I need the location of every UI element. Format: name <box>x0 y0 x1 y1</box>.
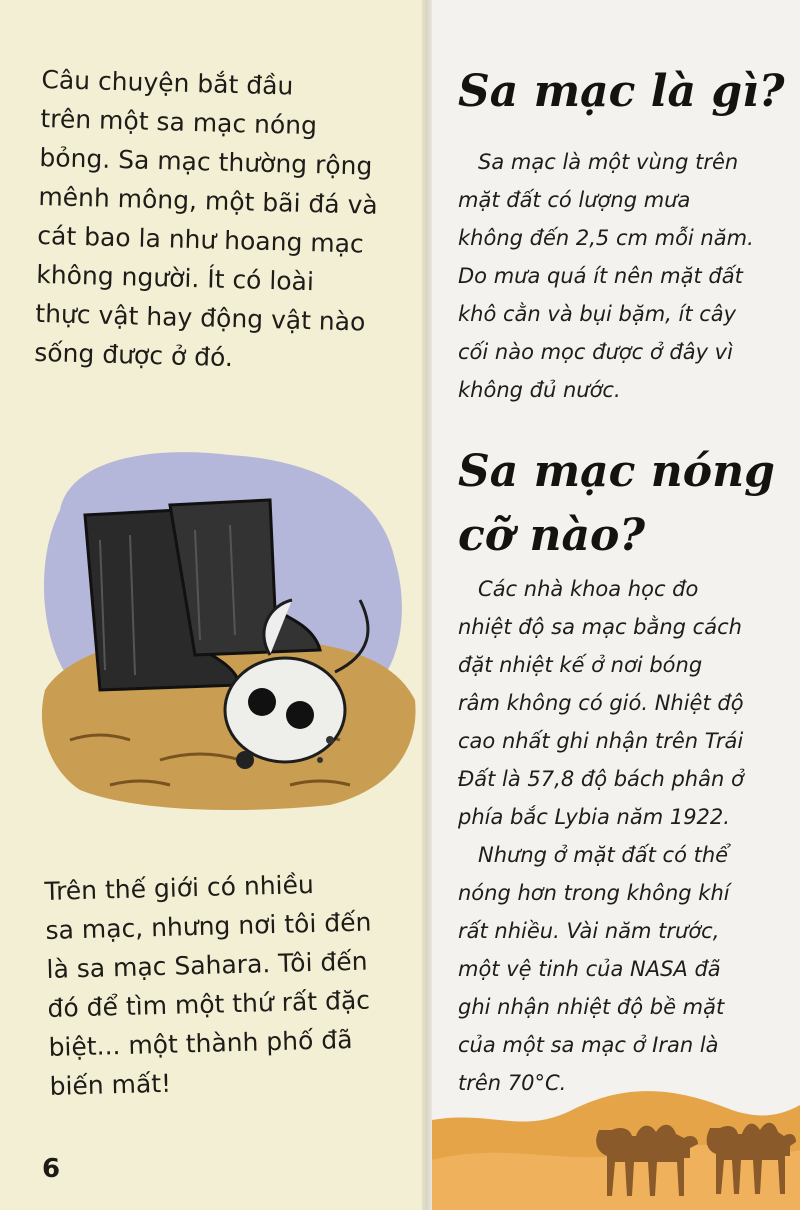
page-number: 6 <box>42 1154 61 1184</box>
paragraph-temperature-record: Các nhà khoa học đo nhiệt độ sa mạc bằng cách đặt nhiệt kế ở nơi bóng râm không có gió. Nhiệt độ cao nhất ghi nhận trên Trái Đất là 57,8 độ bách phân ở phía bắc Lybia năm 1922. <box>458 577 744 829</box>
paragraph-desert-definition: Sa mạc là một vùng trên mặt đất có lượng mưa không đến 2,5 cm mỗi năm. Do mưa quá ít nên mặt đất khô cằn và bụi bặm, ít cây cối nào mọc được ở đây vì không đủ nước. <box>458 150 754 402</box>
boots-skull-illustration <box>30 440 420 820</box>
outro-paragraph: Trên thế giới có nhiều sa mạc, nhưng nơi tôi đến là sa mạc Sahara. Tôi đến đó để tìm một thứ rất đặc biệt... một thành phố đã biến mất! <box>44 869 372 1101</box>
paragraph-surface-temperature: Nhưng ở mặt đất có thể nóng hơn trong không khí rất nhiều. Vài năm trước, một vệ tinh của NASA đã ghi nhận nhiệt độ bề mặt của một sa mạc ở Iran là trên 70°C. <box>458 843 730 1095</box>
heading-what-is-desert: Sa mạc là gì? <box>458 66 785 117</box>
intro-paragraph: Câu chuyện bắt đầu trên một sa mạc nóng bỏng. Sa mạc thường rộng mênh mông, một bãi đá và cát bao la như hoang mạc không người. Ít có loài thực vật hay động vật nào sống được ở đó. <box>33 64 379 373</box>
desert-dunes-camels-illustration <box>432 1080 800 1210</box>
heading-how-hot: Sa mạc nóng cỡ nào? <box>458 446 775 561</box>
